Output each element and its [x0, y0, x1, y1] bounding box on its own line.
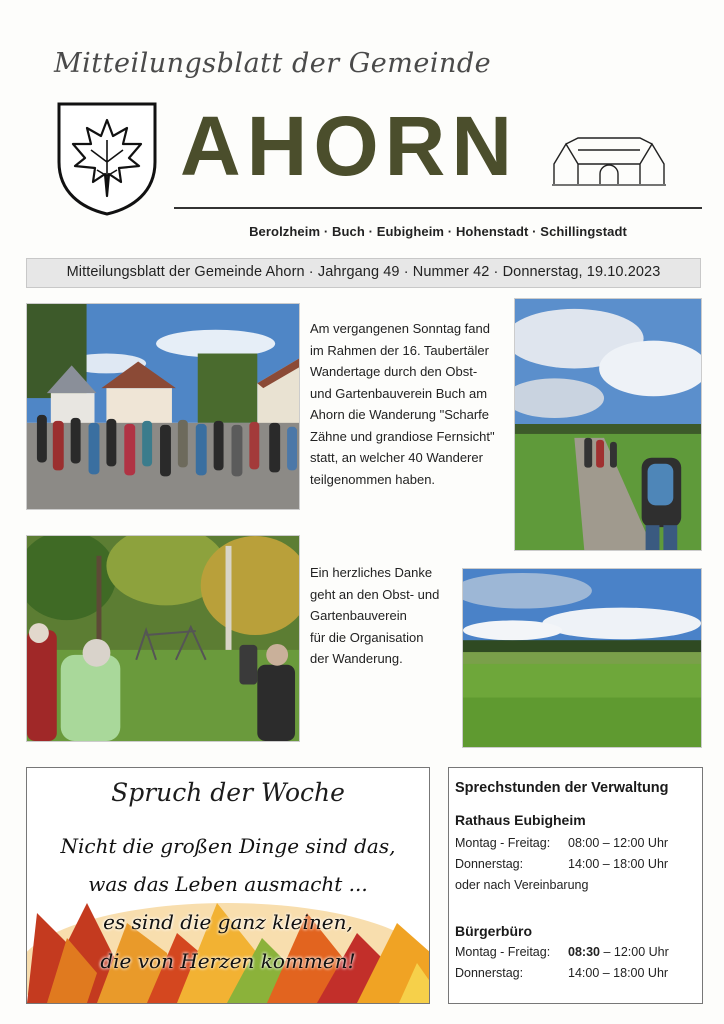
- rathaus-time-2: 14:00 – 18:00 Uhr: [568, 857, 669, 871]
- photo-meadow-landscape: [462, 568, 702, 748]
- quote-line-1: Nicht die großen Dinge sind das,: [60, 834, 396, 858]
- buergerbuero-time-2: 14:00 – 18:00 Uhr: [568, 966, 669, 980]
- header-divider: [174, 207, 702, 209]
- rathaus-heading: Rathaus Eubigheim: [455, 812, 586, 828]
- photo-group-forest-clearing: [26, 535, 300, 742]
- quote-line-2: was das Leben ausmacht ...: [88, 872, 368, 896]
- issue-info: Mitteilungsblatt der Gemeinde Ahorn · Jahrgang 49 · Nummer 42 · Donnerstag, 19.10.2023: [66, 264, 661, 280]
- newspaper-title: AHORN: [180, 99, 518, 193]
- quote-line-3: es sind die ganz kleinen,: [103, 910, 353, 934]
- office-hours-title: Sprechstunden der Verwaltung: [455, 780, 669, 796]
- buergerbuero-day-2: Donnerstag:: [455, 966, 524, 980]
- article-paragraph-1: Am vergangenen Sonntag fand im Rahmen der 16. Taubertäler Wandertage durch den Obst- und Gartenbauverein Buch am Ahorn die Wanderung "Scharfe Zähne und grandiose Fernsicht" statt, an welcher 40 Wanderer teilgenommen haben.: [310, 321, 495, 487]
- rathaus-time-1: 08:00 – 12:00 Uhr: [568, 836, 669, 850]
- rathaus-day-1: Montag - Freitag:: [455, 836, 551, 850]
- buergerbuero-heading: Bürgerbüro: [455, 923, 532, 939]
- photo-hikers-on-path: [514, 298, 702, 551]
- town-hall-icon: [552, 130, 666, 186]
- buergerbuero-day-1: Montag - Freitag:: [455, 945, 551, 959]
- article-paragraph-2: Ein herzliches Danke geht an den Obst- und Gartenbauverein für die Organisation der Wanderung.: [310, 565, 440, 666]
- buergerbuero-time-1-start: 08:30: [568, 945, 600, 959]
- buergerbuero-time-1-rest: – 12:00 Uhr: [599, 945, 669, 959]
- maple-leaf-crest-icon: [55, 100, 159, 216]
- quote-title: Spruch der Woche: [111, 778, 345, 807]
- rathaus-note: oder nach Vereinbarung: [455, 878, 589, 892]
- photo-hikers-village-square: [26, 303, 300, 510]
- masthead-subtitle: Mitteilungsblatt der Gemeinde: [54, 48, 492, 79]
- quote-line-4: die von Herzen kommen!: [100, 949, 356, 973]
- buergerbuero-time-1: [568, 945, 669, 959]
- rathaus-day-2: Donnerstag:: [455, 857, 524, 871]
- village-list: Berolzheim · Buch · Eubigheim · Hohenstadt · Schillingstadt: [249, 224, 627, 239]
